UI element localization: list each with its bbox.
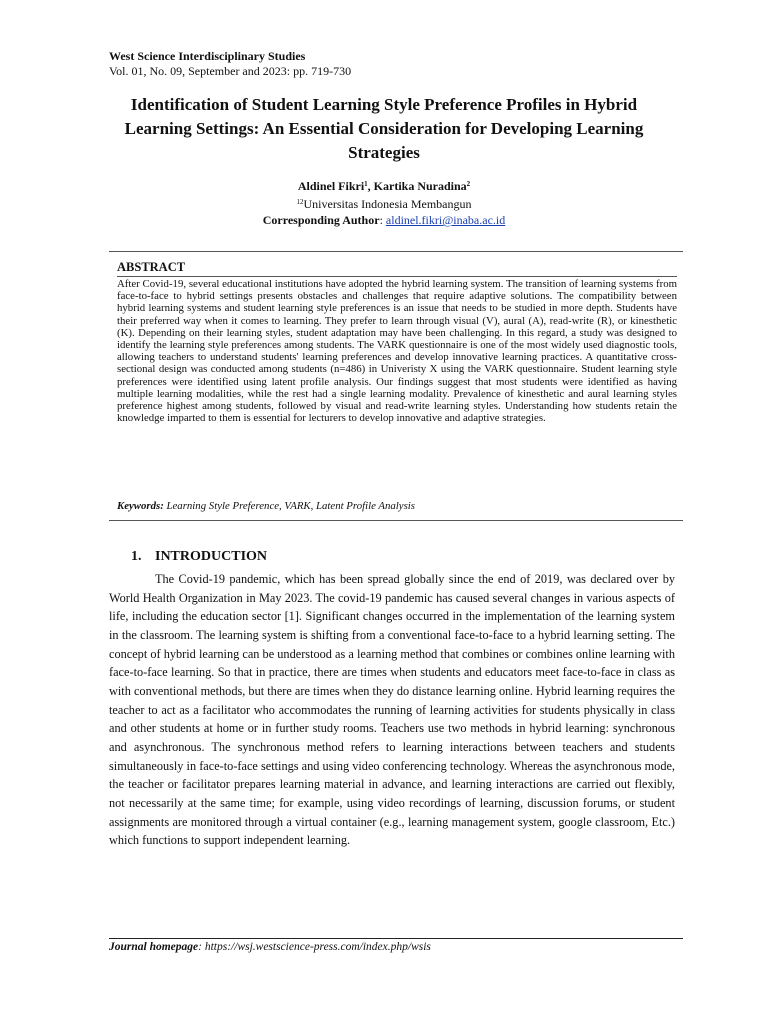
section-heading-introduction [131, 549, 267, 565]
affiliation [100, 194, 668, 212]
paper-title: Identification of Student Learning Style Preference Profiles in Hybrid Learning Settings: An Essential Consideration for Developing Learning Strategies [124, 95, 644, 162]
corresponding-label: Corresponding Author [262, 213, 380, 227]
author-1: Aldinel Fikri [297, 179, 365, 193]
abstract-heading: ABSTRACT [117, 260, 186, 274]
affiliation-sup: 12 [296, 198, 304, 206]
abstract-text: After Covid-19, several educational institutions have adopted the hybrid learning system. The transition of learning systems from face-to-face to hybrid settings presents obstacles and challenges that require adaptive solutions. The compatibility between hybrid learning systems and student learning style preferences is an issue that needs to be studied in more depth. Students have their preferred way when it comes to learning. They prefer to learn through visual (V), aural (A), read-write (R), or kinesthetic (K). Depending on their learning styles, student adaptation may have been challenging. In this regard, a study was designed to identify the learning style preferences among students. The VARK questionnaire is one of the most widely used diagnostic tools, allowing teachers to understand students' learning preferences and develop innovative learning practices. A quantitative cross-sectional design was conducted among students (n=486) in Univeristy X using the VARK questionnaire. Student learning style preferences were identified using latent profile analysis. Our findings suggest that most students were identified as having multiple learning modalities, while the rest had a single learning modality. Prevalence of kinesthetic and aural learning styles preference highest among students, followed by visual and read-write learning styles. Understanding how students retain the knowledge imparted to them is essential for lecturers to develop innovative and adaptive strategies. [117, 278, 677, 425]
divider-abstract [117, 276, 677, 277]
author-2: Kartika Nuradina [373, 179, 467, 193]
author-1-sup: 1 [364, 180, 368, 188]
corresponding-author [100, 212, 668, 228]
divider-top [109, 251, 683, 252]
divider-bottom [109, 520, 683, 521]
footer-url[interactable]: https://wsj.westscience-press.com/index.php/wsis [204, 941, 431, 953]
footer-sep: : [198, 941, 205, 953]
keywords-label: Keywords: [117, 500, 164, 512]
keywords-line [117, 500, 415, 512]
author-2-sup: 2 [466, 180, 471, 188]
author-block [100, 176, 668, 228]
author-separator: , [367, 179, 374, 193]
volume-info: Vol. 01, No. 09, September and 2023: pp. 719-730 [109, 64, 352, 78]
author-names [100, 176, 668, 194]
footer-label: Journal homepage [109, 941, 199, 953]
journal-homepage-footer [109, 941, 431, 953]
introduction-paragraph: The Covid-19 pandemic, which has been spread globally since the end of 2019, was declared over by World Health Organization in May 2023. The covid-19 pandemic has caused several changes in various aspects of life, including the education sector [1]. Significant changes occurred in the implementation of the learning system in the classroom. The learning system is shifting from a conventional face-to-face to a hybrid learning setting. The concept of hybrid learning can be understood as a learning method that combines or combines online learning with face-to-face learning. So that in practice, there are times when students and educators meet face-to-face in class as with conventional methods, but there are times when they do distance learning online. Hybrid learning requires the teacher to act as a facilitator who accommodates the running of learning activities for students physically in class and other students at home or in further study rooms. Teachers use two methods in hybrid learning: synchronous and asynchronous. The synchronous method refers to learning interactions between teachers and students simultaneously in face-to-face settings and using video conferencing technology. Whereas the asynchronous mode, the teacher or facilitator prepares learning material in advance, and learning interactions are carried out flexibly, not necessarily at the same time; for example, using video recordings of learning, discussion forums, or student assignments are monitored through a virtual container (e.g., learning management system, google classroom, Etc.) which functions to support independent learning. [109, 572, 675, 848]
journal-header [109, 49, 351, 79]
footer-divider [109, 938, 683, 939]
keywords-text: Learning Style Preference, VARK, Latent Profile Analysis [166, 500, 415, 512]
section-title: INTRODUCTION [155, 549, 268, 564]
section-number: 1. [131, 549, 142, 564]
affiliation-text: Universitas Indonesia Membangun [303, 197, 472, 211]
introduction-body [109, 570, 675, 850]
corresponding-sep: : [379, 213, 386, 227]
corresponding-email-link[interactable]: aldinel.fikri@inaba.ac.id [385, 213, 506, 227]
journal-name: West Science Interdisciplinary Studies [109, 49, 306, 63]
